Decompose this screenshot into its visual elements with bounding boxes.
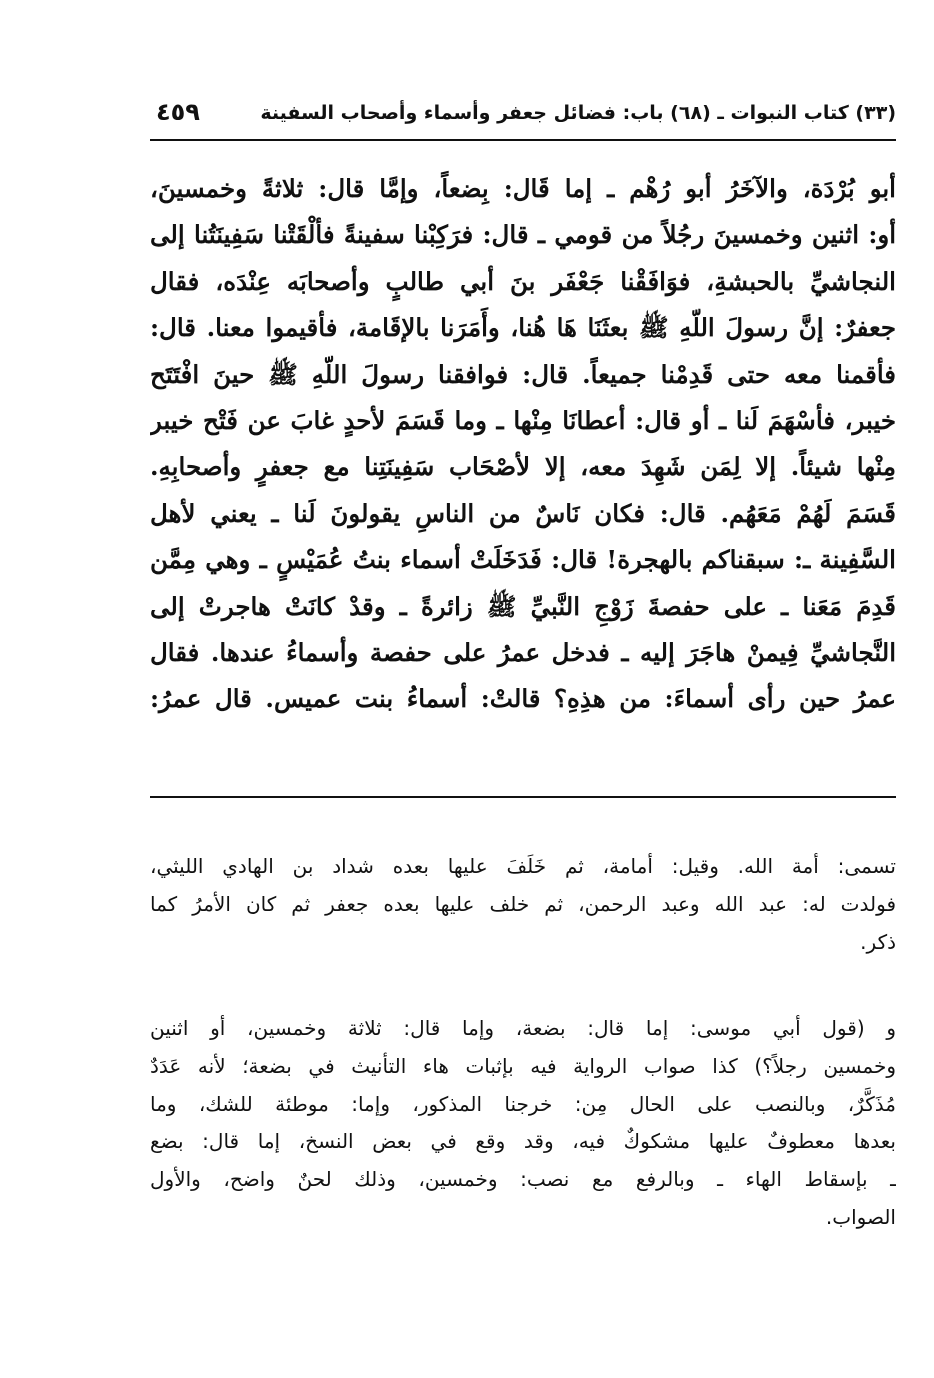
footnote-line: الصواب. — [825, 1204, 896, 1229]
footnote-line: وخمسين رجلاً؟) كذا صواب الرواية فيه بإثبات هاء التأنيث في بضعة؛ لأنه عَدَدٌ — [150, 1053, 896, 1078]
text-line: السَّفِينة ـ: سبقناكم بالهجرة! قال: فَدَخَلَتْ أسماء بنتُ عُمَيْسٍ ـ وهي مِمَّن — [150, 545, 896, 575]
chapter-title: (٣٣) كتاب النبوات ـ (٦٨) باب: فضائل جعفر وأسماء وأصحاب السفينة — [260, 102, 896, 124]
text-line: النجاشيِّ بالحبشةِ، فوَافَقْنا جَعْفَر بنَ أبي طالبٍ وأصحابَه عِنْدَه، فقال — [150, 266, 896, 296]
footnote-line: ـ بإسقاط الهاء ـ وبالرفع مع نصب: وخمسين، وذلك لحنٌ واضح، والأول — [150, 1167, 896, 1192]
page-number: ٤٥٩ — [156, 98, 200, 126]
text-line: فأقمنا معه حتى قَدِمْنا جميعاً. قال: فوافقنا رسولَ اللّهِ ﷺ حينَ افْتَتَح — [150, 359, 896, 389]
text-line: عمرُ حين رأى أسماءَ: من هذِهِ؟ قالتْ: أسماءُ بنت عميس. قال عمرُ: — [150, 684, 896, 714]
footnote-block-1 — [150, 848, 896, 961]
footnote-line: مُذَكَّرٌ، وبالنصب على الحال مِن: خرجنا المذكور، وإما: موطئة للشك، وما — [150, 1091, 896, 1116]
text-line: مِنْها شيئاً. إلا لِمَن شَهِدَ معه، إلا لأصْحَاب سَفِينَتِنا مع جعفرٍ وأصحابِهِ. — [150, 452, 896, 482]
footnote-block-2 — [150, 1010, 896, 1237]
text-line: النَّجاشيِّ فِيمنْ هاجَرَ إليه ـ فدخل عمرُ على حفصة وأسماءُ عندها. فقال — [150, 637, 896, 667]
text-line: أو: اثنين وخمسينَ رجُلاً من قومي ـ قال: فرَكِبْنا سفينةً فألْقَتْنا سَفِينَتُنا إلى — [150, 220, 896, 250]
header-divider — [150, 139, 896, 141]
footnote-line: ذكر. — [860, 929, 896, 954]
text-line: خيبر، فأسْهَمَ لَنا ـ أو قال: أعطانَا مِنْها ـ وما قَسَمَ لأحدٍ غابَ عن فَتْح خيبر — [150, 405, 896, 435]
text-line: جعفرٌ: إنَّ رسولَ اللّهِ ﷺ بعثَنَا هَا هُنا، وأَمَرَنا بالإقَامة، فأقيموا معنا. قال: — [150, 313, 896, 343]
running-header — [150, 96, 896, 136]
hadith-text — [150, 166, 896, 723]
footnote-line: تسمى: أمة الله. وقيل: أمامة، ثم خَلَفَ عليها بعده شداد بن الهادي الليثي، — [150, 854, 896, 878]
text-line: قَسَمَ لَهُمْ مَعَهُم. قال: فكان نَاسٌ من الناسِ يقولونَ لَنا ـ يعني لأهل — [150, 498, 896, 528]
text-line: قَدِمَ مَعَنا ـ على حفصةَ زَوْجِ النَّبيِّ ﷺ زائرةً ـ وقدْ كانَتْ هاجرتْ إلى — [150, 591, 896, 621]
footnote-line: بعدها معطوفٌ عليها مشكوكٌ فيه، وقد وقع في بعض النسخ، إما قال: بضع — [150, 1129, 896, 1154]
footnote-line: فولدت له: عبد الله وعبد الرحمن، ثم خلف عليها بعده جعفر ثم كان الأمرُ كما — [150, 891, 896, 916]
footnote-line: و (قول أبي موسى: إما قال: بضعة، وإما قال: ثلاثة وخمسين، أو اثنين — [150, 1016, 896, 1040]
text-line: أبو بُرْدَة، والآخَرُ أبو رُهْم ـ إما قَال: بِضعاً، وإمَّا قال: ثلاثةً وخمسينَ، — [150, 174, 896, 203]
footnote-divider — [150, 796, 896, 798]
